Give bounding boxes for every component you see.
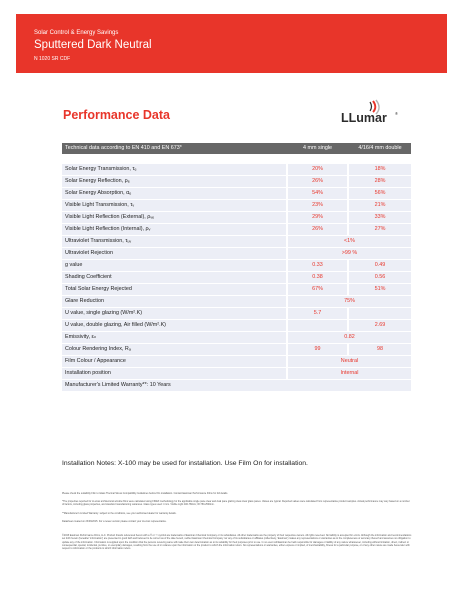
table-row [62,356,411,367]
row-label: Solar Energy Transmission, τₑ [62,164,286,175]
row-label: Total Solar Energy Rejected [62,284,286,295]
fine-print-legal: ©2015 Eastman Performance Films, LLC. Product brands referenced herein with a ® or ™ symbol are trademarks of Eastman Chemical Company or its subsidiaries. All other trademarks are the property of their respective owners. All rights reserved. No liability is accepted for errors. Although the information and recommendations set forth herein (hereafter 'information') are presented in good faith and believed to be correct as of the date hereof, neither Eastman Chemical Company nor any of its subsidiaries or affiliates (collectively, 'Eastman') makes any representations or warranties as to the completeness or accuracy thereof and assumes no obligation to update any of the information. Information is supplied upon the condition that the persons receiving same will make their own determination as to its suitability for their purposes prior to use. In no event will Eastman be held responsible for damages or liability of any nature whatsoever, including without limitation, direct, indirect or consequential, special, incidental, punitive, or exemplary damages, resulting from the use of or reliance upon the information or the product to which the information refers. No representations or warranties, either express or implied, of merchantability, fitness for a particular purpose, or of any other nature are made hereunder with respect to information or the products to which information refers. [62,534,412,551]
fine-print-methodology: *The properties reported for LLumar architectural window films were calculated using FINEX methodology for the applicable single pane clear and dual pane glazing clear-clear glass panes. Values are typical. Reported values were calculated from representative product samples. Actual performance may vary based on a number of factors, including glass properties, and standard manufacturing variances. Glass types used: 4 mm. Visible Light 400-780nm; IR 780-2500nm. [62,500,410,507]
row-value-double: 21% [349,200,411,211]
table-row [62,176,411,187]
fine-print-warranty: **Manufacturer's Limited Warranty: subject to the conditions, see your authorised dealer for warranty details. [62,512,177,515]
row-value-single: 0.33 [288,260,347,271]
performance-table-body [62,143,411,391]
row-label: Installation position [62,368,286,379]
performance-table [62,142,411,392]
table-row [62,320,411,331]
fine-print-compatibility: Please check the suitability Film to Glass Thermal Stress Compatibility Guidelines before film installation. Contact Eastman Performance Films for full details. [62,492,229,495]
product-title: Sputtered Dark Neutral [34,39,152,51]
row-value-merged: <1% [288,236,411,247]
row-value-single: 67% [288,284,347,295]
product-banner [16,14,447,73]
table-spacer [62,155,411,163]
table-row [62,164,411,175]
row-value-merged: 0.82 [288,332,411,343]
row-value-single [288,320,347,331]
row-value-merged: >99 % [288,248,411,259]
row-label: Solar Energy Reflection, ρₑ [62,176,286,187]
row-label: U value, double glazing, Air filled (W/m².K) [62,320,286,331]
table-row [62,224,411,235]
row-label: Film Colour / Appearance [62,356,286,367]
table-header-label: Technical data according to EN 410 and EN 673* [62,143,286,154]
row-value-single: 20% [288,164,347,175]
row-value-double: 0.56 [349,272,411,283]
section-title: Performance Data [63,108,170,122]
row-label: Ultraviolet Rejection [62,248,286,259]
row-label: Colour Rendering Index, Rₐ [62,344,286,355]
row-value-double: 51% [349,284,411,295]
table-row [62,284,411,295]
row-value-merged: Neutral [288,356,411,367]
installation-notes: Installation Notes: X-100 may be used for installation. Use Film On for installation. [62,460,308,467]
table-row [62,248,411,259]
table-header-row [62,143,411,154]
row-value-double [349,308,411,319]
table-row [62,272,411,283]
row-label: Visible Light Transmission, τᵥ [62,200,286,211]
table-row [62,380,411,391]
row-value-double: 28% [349,176,411,187]
table-row [62,308,411,319]
row-value-double: 2.69 [349,320,411,331]
row-value-merged: 75% [288,296,411,307]
row-label: Solar Energy Absorption, αₑ [62,188,286,199]
llumar-logo [340,99,400,125]
table-row [62,212,411,223]
table-row [62,188,411,199]
table-row [62,296,411,307]
row-label: Glare Reduction [62,296,286,307]
row-value-merged: Internal [288,368,411,379]
table-header-single: 4 mm single [288,143,347,154]
table-row [62,368,411,379]
row-label: Ultraviolet Transmission, τᵤᵥ [62,236,286,247]
row-label: g value [62,260,286,271]
row-value-double: 33% [349,212,411,223]
row-label: U value, single glazing (W/m².K) [62,308,286,319]
row-value-single: 26% [288,224,347,235]
table-row [62,344,411,355]
table-row [62,200,411,211]
table-row [62,332,411,343]
table-spacer-cell [62,155,411,163]
row-value-double: 0.49 [349,260,411,271]
table-row [62,236,411,247]
row-value-single: 29% [288,212,347,223]
llumar-logo-text: LLumar [341,111,387,125]
row-label: Manufacturer's Limited Warranty**: 10 Years [62,380,411,391]
row-value-double: 27% [349,224,411,235]
row-value-single: 99 [288,344,347,355]
llumar-logo-registered: ® [395,111,398,116]
row-value-single: 54% [288,188,347,199]
product-category: Solar Control & Energy Savings [34,30,119,36]
table-row [62,260,411,271]
row-label: Emissivity, εₙ [62,332,286,343]
row-value-single: 5.7 [288,308,347,319]
row-value-double: 98 [349,344,411,355]
row-value-double: 18% [349,164,411,175]
row-label: Shading Coefficient [62,272,286,283]
row-value-single: 23% [288,200,347,211]
row-label: Visible Light Reflection (Internal), ρᵥ [62,224,286,235]
row-value-double: 56% [349,188,411,199]
row-label: Visible Light Reflection (External), ρᵥₑ [62,212,286,223]
fine-print-datasheet-date: Datasheet created on 23/03/2015. For a newer version please contact your LLumar representative. [62,520,167,523]
table-header-double: 4/16/4 mm double [349,143,411,154]
row-value-single: 26% [288,176,347,187]
row-value-single: 0.38 [288,272,347,283]
product-code: N 1020 SR CDF [34,56,71,62]
